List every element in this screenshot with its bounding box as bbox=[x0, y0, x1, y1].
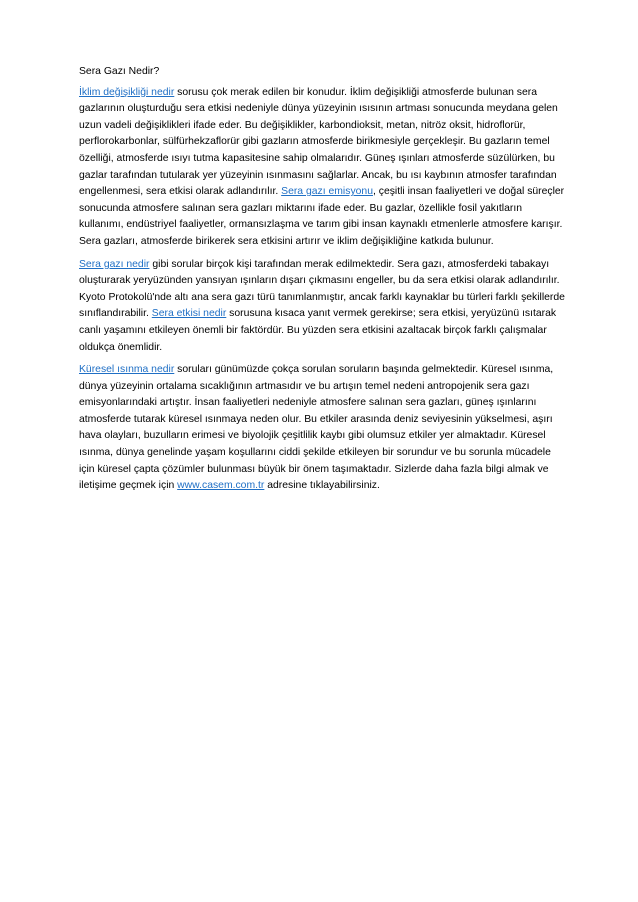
link-kuresel-isinma-nedir[interactable]: Küresel ısınma nedir bbox=[79, 364, 175, 376]
link-sera-gazi-emisyonu[interactable]: Sera gazı emisyonu bbox=[281, 186, 373, 198]
link-iklim-degisikligi-nedir[interactable]: İklim değişikliği nedir bbox=[79, 86, 175, 98]
link-sera-gazi-nedir[interactable]: Sera gazı nedir bbox=[79, 258, 150, 270]
paragraph-text: sorusu çok merak edilen bir konudur. İklim değişikliği atmosferde bulunan sera gazlarının oluşturduğu sera etkisi nedeniyle dünya yüzeyinin ısısının artması sonucunda meydana gelen uzun vadeli değişiklikleri ifade eder. Bu değişiklikler, karbondioksit, metan, nitröz oksit, hidroflorür, perflorokarbonlar, sülfürhekzaflorür gibi gazların atmosferde birikmesiyle gerçekleşir. Bu gazların temel özelliği, atmosferde ısıyı tutma kapasitesine sahip olmalarıdır. Güneş ışınları atmosferde süzülürken, bu gazlar tarafından tutularak yer yüzeyinin ısınmasını sağlarlar. Ancak, bu ısı kaybının atmosfer tarafından engellenmesi, sera etkisi olarak adlandırılır. bbox=[79, 86, 558, 198]
paragraph-text: , çeşitli insan faaliyetleri ve doğal süreçler sonucunda atmosfere salınan sera gazları miktarını ifade eder. Bu gazlar, özellikle fosil yakıtların kullanımı, endüstriyel faaliyetler, ormansızlaşma ve tarım gibi insan kaynaklı etmenlerle atmosfere karışır. Sera gazları, atmosferde birikerek sera etkisini artırır ve iklim değişikliğine katkıda bulunur. bbox=[79, 186, 565, 247]
document-title: Sera Gazı Nedir? bbox=[79, 66, 160, 77]
paragraph-text: adresine tıklayabilirsiniz. bbox=[264, 480, 380, 492]
paragraph-text: sorusuna kısaca yanıt vermek gerekirse; sera etkisi, yeryüzünü ısıtarak canlı yaşamını etkileyen önemli bir faktördür. Bu yüzden sera etkisini azaltacak birçok farklı çalışmalar oldukça önemlidir. bbox=[79, 308, 557, 353]
document-page bbox=[79, 64, 565, 501]
link-casem-website[interactable]: www.casem.com.tr bbox=[177, 480, 265, 492]
paragraph-text: gibi sorular birçok kişi tarafından merak edilmektedir. Sera gazı, atmosferdeki tabakayı oluşturarak yeryüzünden yansıyan ışınların dışarı çıkmasını engeller, bu da sera etkisi olarak adlandırılır. Kyoto Protokolü'nde altı ana sera gazı türü tanımlanmıştır, ancak farklı kaynaklar bu türleri farklı şekillerde sınıflandırabilir. bbox=[79, 258, 565, 320]
paragraph-global-warming bbox=[79, 362, 565, 495]
paragraph-text: soruları günümüzde çokça sorulan soruların başında gelmektedir. Küresel ısınma, dünya yüzeyinin ortalama sıcaklığının artmasıdır ve bu artışın temel nedeni antropojenik sera gazı emisyonlarındaki artıştır. İnsan faaliyetleri nedeniyle atmosfere salınan sera gazları, güneş ışınlarını atmosferde tutarak küresel ısınmaya neden olur. Bu etkiler arasında deniz seviyesinin yükselmesi, aşırı hava olayları, buzulların erimesi ve biyolojik çeşitlilik kaybı gibi olumsuz etkiler yer almaktadır. Küresel ısınma, dünya genelinde yaşam koşullarını ciddi şekilde etkileyen bir sorundur ve bu sorunla mücadele için küresel çapta çözümler bulunması büyük bir önem taşımaktadır. Sizlerde daha fazla bilgi almak ve iletişime geçmek için bbox=[79, 364, 554, 492]
paragraph-greenhouse-gas bbox=[79, 257, 565, 357]
paragraph-climate-change bbox=[79, 85, 565, 251]
link-sera-etkisi-nedir[interactable]: Sera etkisi nedir bbox=[151, 308, 227, 320]
